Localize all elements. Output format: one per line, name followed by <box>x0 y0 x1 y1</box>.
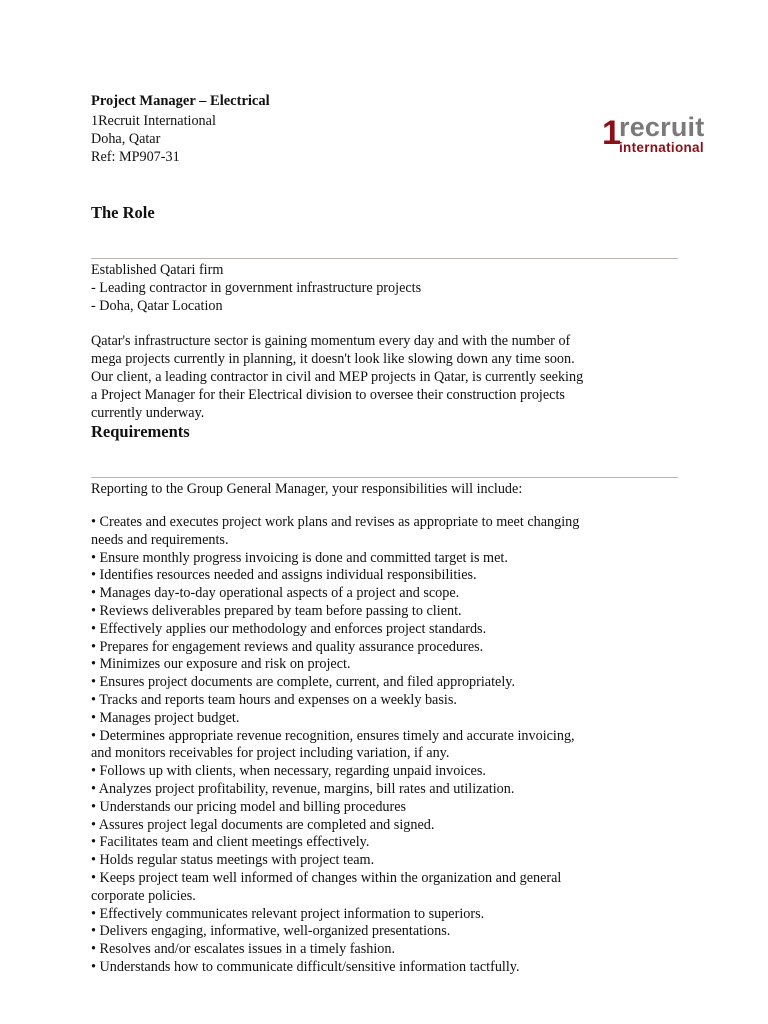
role-description-line: mega projects currently in planning, it doesn't look like slowing down any time soon. <box>91 351 575 367</box>
list-item: • Manages project budget. <box>91 709 240 726</box>
role-highlight-line: Established Qatari firm <box>91 262 224 278</box>
list-item: • Ensure monthly progress invoicing is done and committed target is met. <box>91 549 508 566</box>
list-item: • Identifies resources needed and assigns individual responsibilities. <box>91 567 477 584</box>
role-description-line: a Project Manager for their Electrical division to oversee their construction projects <box>91 387 565 403</box>
list-item: and monitors receivables for project including variation, if any. <box>91 745 450 762</box>
list-item: • Delivers engaging, informative, well-organized presentations. <box>91 923 451 940</box>
list-item: needs and requirements. <box>91 531 229 548</box>
role-heading: The Role <box>91 203 155 222</box>
job-meta <box>91 112 216 167</box>
requirements-divider <box>91 477 678 478</box>
list-item: • Effectively applies our methodology and enforces project standards. <box>91 620 487 637</box>
list-item: • Ensures project documents are complete, current, and filed appropriately. <box>91 674 515 691</box>
list-item: • Tracks and reports team hours and expenses on a weekly basis. <box>91 691 457 708</box>
list-item: corporate policies. <box>91 887 196 904</box>
company-logo <box>602 112 730 154</box>
list-item: • Creates and executes project work plans and revises as appropriate to meet changing <box>91 514 580 530</box>
list-item: • Manages day-to-day operational aspects of a project and scope. <box>91 585 460 602</box>
role-description <box>91 332 681 422</box>
role-divider <box>91 258 678 259</box>
role-description-line: Our client, a leading contractor in civil and MEP projects in Qatar, is currently seeking <box>91 369 584 385</box>
list-item: • Minimizes our exposure and risk on project. <box>91 656 351 673</box>
company-name: 1Recruit International <box>91 113 216 129</box>
list-item: • Assures project legal documents are completed and signed. <box>91 816 435 833</box>
list-item: • Follows up with clients, when necessary, regarding unpaid invoices. <box>91 763 486 780</box>
role-description-line: Qatar's infrastructure sector is gaining momentum every day and with the number of <box>91 333 571 349</box>
list-item: • Understands our pricing model and billing procedures <box>91 798 407 815</box>
list-item: • Effectively communicates relevant project information to superiors. <box>91 905 485 922</box>
list-item: • Reviews deliverables prepared by team before passing to client. <box>91 602 462 619</box>
list-item: • Holds regular status meetings with project team. <box>91 852 375 869</box>
list-item: • Determines appropriate revenue recognition, ensures timely and accurate invoicing, <box>91 727 575 744</box>
role-highlight-line: - Leading contractor in government infrastructure projects <box>91 280 422 296</box>
requirements-intro-line: Reporting to the Group General Manager, your responsibilities will include: <box>91 481 523 497</box>
requirements-heading: Requirements <box>91 422 190 441</box>
role-highlight-line: - Doha, Qatar Location <box>91 298 223 314</box>
responsibilities-list <box>91 514 681 977</box>
logo-word: recruit <box>619 112 705 142</box>
role-highlights <box>91 261 681 315</box>
list-item: • Understands how to communicate difficult/sensitive information tactfully. <box>91 958 520 975</box>
job-reference: Ref: MP907-31 <box>91 149 180 166</box>
list-item: • Facilitates team and client meetings effectively. <box>91 834 370 851</box>
requirements-intro <box>91 480 681 498</box>
logo-subword: international <box>619 140 704 155</box>
list-item: • Prepares for engagement reviews and quality assurance procedures. <box>91 638 484 655</box>
role-description-line: currently underway. <box>91 405 205 421</box>
job-title: Project Manager – Electrical <box>91 93 270 109</box>
list-item: • Keeps project team well informed of changes within the organization and general <box>91 869 562 886</box>
job-location: Doha, Qatar <box>91 131 161 148</box>
logo-digit: 1 <box>602 114 620 152</box>
list-item: • Analyzes project profitability, revenue, margins, bill rates and utilization. <box>91 780 515 797</box>
list-item: • Resolves and/or escalates issues in a timely fashion. <box>91 941 396 958</box>
